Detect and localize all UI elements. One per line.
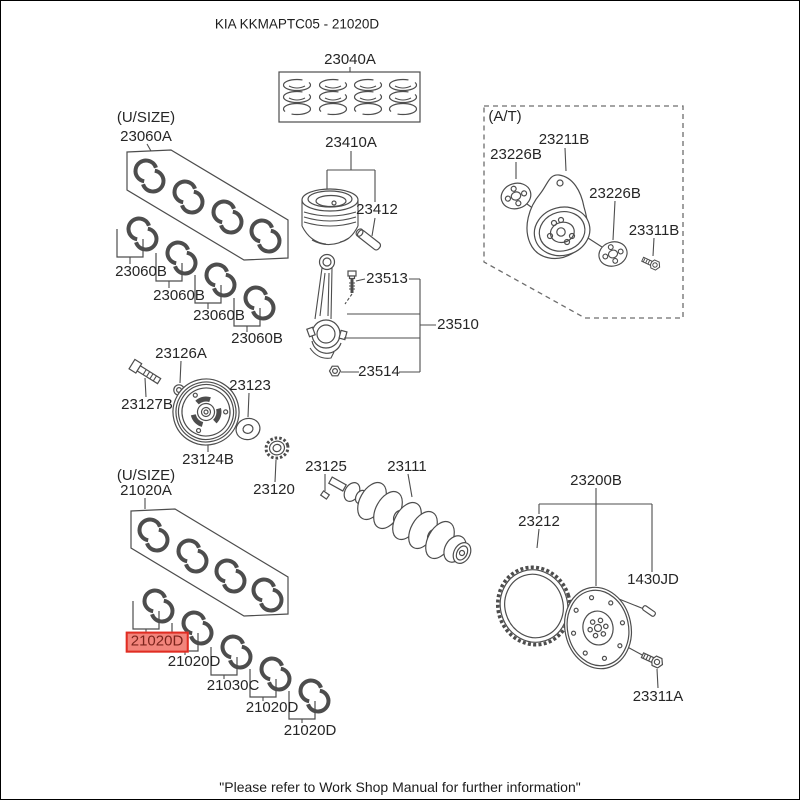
flex-plate-left-drawing (498, 179, 534, 212)
part-label-23226B-1[interactable]: 23226B (490, 146, 542, 164)
part-label-23040A[interactable]: 23040A (324, 51, 376, 69)
page-title: KIA KKMAPTC05 - 21020D (214, 16, 380, 32)
qualifier-usize-lower: (U/SIZE) (116, 467, 176, 485)
crank-key-drawing (321, 491, 330, 499)
part-label-23060B-2[interactable]: 23060B (153, 287, 205, 305)
part-label-23211B[interactable]: 23211B (538, 131, 590, 149)
part-label-1430JD[interactable]: 1430JD (627, 571, 679, 589)
rod-nut-drawing (330, 366, 341, 376)
part-label-23510[interactable]: 23510 (437, 316, 479, 334)
part-label-23126A[interactable]: 23126A (155, 345, 207, 363)
part-label-23060A[interactable]: 23060A (120, 128, 172, 146)
footer-note: "Please refer to Work Shop Manual for further information" (219, 779, 581, 795)
part-label-23127B[interactable]: 23127B (121, 396, 173, 414)
part-label-21020D-3[interactable]: 21020D (245, 699, 299, 717)
timing-gear-drawing (264, 435, 290, 460)
qualifier-usize-upper: (U/SIZE) (116, 109, 176, 127)
at-bolt-drawing (641, 255, 662, 271)
part-label-23123[interactable]: 23123 (229, 377, 271, 395)
dowel-pin-drawing (642, 605, 656, 617)
part-label-23514[interactable]: 23514 (358, 363, 400, 381)
part-label-23124B[interactable]: 23124B (182, 451, 234, 469)
part-label-23125[interactable]: 23125 (305, 458, 347, 476)
crankshaft-drawing (329, 477, 475, 566)
part-label-23226B-2[interactable]: 23226B (589, 185, 641, 203)
part-label-23513[interactable]: 23513 (366, 270, 408, 288)
part-label-23060B-4[interactable]: 23060B (231, 330, 283, 348)
part-label-23412[interactable]: 23412 (356, 201, 398, 219)
flex-plate-right-drawing (596, 238, 631, 270)
drive-plate-drawing (527, 175, 595, 262)
qualifier-at: (A/T) (488, 108, 522, 126)
part-label-23120[interactable]: 23120 (253, 481, 295, 499)
lower-bearing-set-drawing (131, 498, 288, 616)
part-label-21020D-4[interactable]: 21020D (283, 722, 337, 740)
part-label-21020D-highlighted[interactable]: 21020D (126, 632, 189, 653)
part-label-23311B[interactable]: 23311B (628, 222, 680, 240)
part-label-23200B[interactable]: 23200B (570, 472, 622, 490)
part-label-23311A[interactable]: 23311A (632, 688, 684, 706)
part-label-23212[interactable]: 23212 (518, 513, 560, 531)
upper-bearing-set-drawing (127, 144, 288, 260)
flywheel-bolt-drawing (640, 651, 664, 670)
part-label-21020A[interactable]: 21020A (120, 482, 172, 500)
part-label-23060B-1[interactable]: 23060B (115, 263, 167, 281)
part-label-23111[interactable]: 23111 (387, 458, 427, 476)
part-label-23060B-3[interactable]: 23060B (193, 307, 245, 325)
piston-rings-drawing (279, 67, 420, 122)
rod-bolt-drawing (345, 271, 356, 304)
part-label-21030C[interactable]: 21030C (206, 677, 260, 695)
part-label-23410A[interactable]: 23410A (325, 134, 377, 152)
part-label-21020D-2[interactable]: 21020D (167, 653, 221, 671)
